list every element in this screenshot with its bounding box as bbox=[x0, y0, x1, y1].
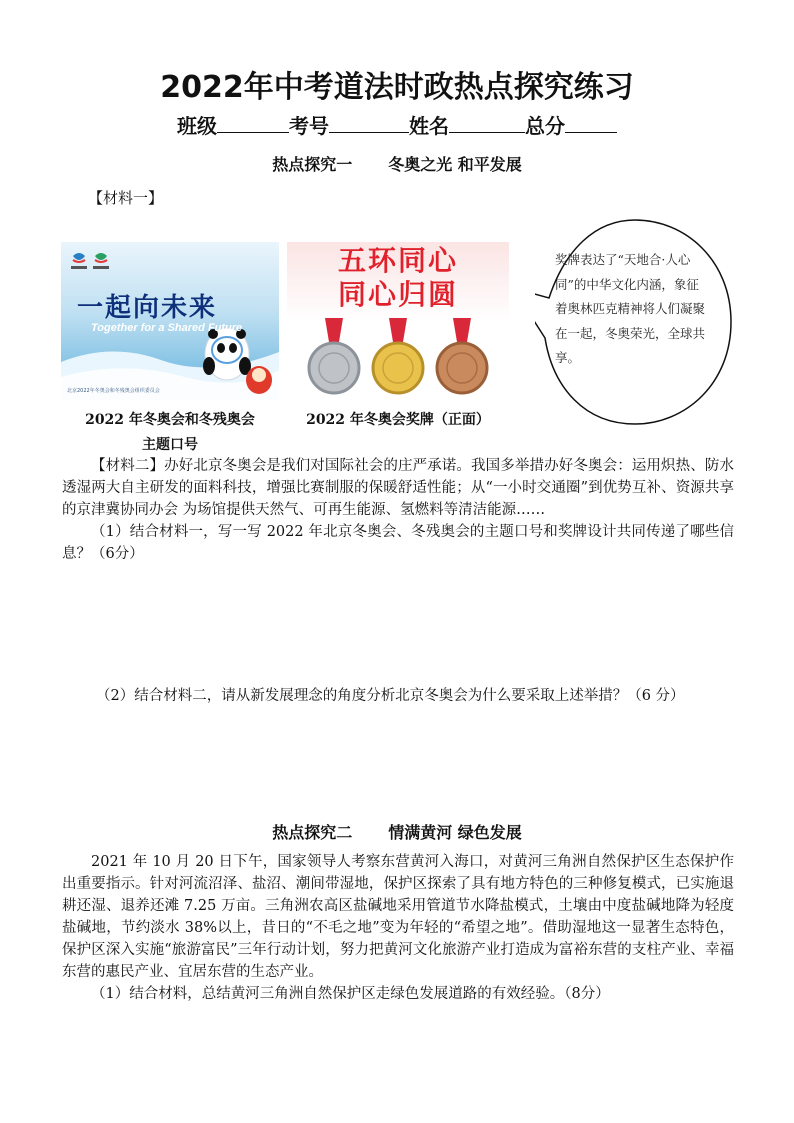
class-blank[interactable] bbox=[217, 114, 289, 133]
material1-label: 【材料一】 bbox=[88, 189, 164, 207]
section1-question2: （2）结合材料二，请从新发展理念的角度分析北京冬奥会为什么要采取上述举措？（6 分） bbox=[96, 688, 685, 704]
answer-space-s2q1[interactable] bbox=[62, 1010, 734, 1110]
slogan-poster-image bbox=[61, 242, 279, 400]
material2-label: 【材料二】 bbox=[91, 458, 165, 474]
class-label: 班级 bbox=[177, 114, 217, 138]
section1-title bbox=[0, 152, 794, 175]
name-label: 姓名 bbox=[409, 114, 449, 138]
answer-space-q1[interactable] bbox=[62, 566, 734, 678]
bronze-medal-icon bbox=[437, 318, 487, 393]
section2-title-b: 情满黄河 绿色发展 bbox=[388, 823, 522, 842]
total-blank[interactable] bbox=[565, 114, 617, 133]
gold-medal-icon bbox=[373, 318, 423, 393]
image2-caption: 2022 年冬奥会奖牌（正面） bbox=[306, 412, 490, 428]
total-label: 总分 bbox=[525, 114, 565, 138]
material2-paragraph bbox=[62, 455, 734, 521]
section2-paragraph: 2021 年 10 月 20 日下午，国家领导人考察东营黄河入海口，对黄河三角洲自然保护区生态保护作出重要指示。针对河流沼泽、盐沼、潮间带湿地，保护区探索了具有地方特色的三种修复模式，已实施退耕还湿、退养还滩 7.25 万亩。三角洲农高区盐碱地采用管道节水降盐模式，土壤由中度盐碱地降为轻度盐碱地，节约淡水 38%以上，昔日的“不毛之地”变为年轻的“希望之地”。借助湿地这一显著生态特色，保护区深入实施“旅游富民”三年行动计划，努力把黄河文化旅游产业打造成为富裕东营的支柱产业、幸福东营的惠民产业、宜居东营的生态产业。 bbox=[62, 854, 734, 980]
medal-banner-line1: 五环同心 bbox=[337, 244, 458, 277]
lantern-mascot-icon bbox=[246, 366, 272, 394]
slogan-cn: 一起向未来 bbox=[77, 293, 218, 323]
medals-art bbox=[287, 316, 509, 400]
page-title: 2022年中考道法时政热点探究练习 bbox=[160, 70, 634, 105]
section2-title-a: 热点探究二 bbox=[272, 823, 353, 842]
image1-caption-line2: 主题口号 bbox=[142, 437, 198, 453]
section1-question1: （1）结合材料一，写一写 2022 年北京冬奥会、冬残奥会的主题口号和奖牌设计共同传递了哪些信息？（6分） bbox=[62, 524, 734, 562]
section2-title bbox=[0, 820, 794, 843]
section1-title-a: 热点探究一 bbox=[272, 155, 353, 174]
image1-caption-line1: 2022 年冬奥会和冬残奥会 bbox=[85, 412, 255, 428]
material2-text: 办好北京冬奥会是我们对国际社会的庄严承诺。我国多举措办好冬奥会：运用炽热、防水透湿两大自主研发的面料科技，增强比赛制服的保暖舒适性能；从“一小时交通圈”到优势互补、资源共享的京津冀协同办会 为场馆提供天然气、可再生能源、氢燃料等清洁能源…… bbox=[62, 458, 735, 518]
olympic-emblem-icon bbox=[71, 253, 87, 269]
answer-space-q2[interactable] bbox=[62, 712, 734, 812]
name-blank[interactable] bbox=[449, 114, 525, 133]
student-info-line bbox=[0, 110, 794, 139]
bubble-text: 奖牌表达了“天地合·人心同”的中华文化内涵，象征着奥林匹克精神将人们凝聚在一起，冬奥荣光，全球共享。 bbox=[555, 252, 706, 365]
exam-no-blank[interactable] bbox=[329, 114, 409, 133]
poster-footer-text: 北京2022年冬奥会和冬残奥会组织委员会 bbox=[67, 388, 160, 394]
silver-medal-icon bbox=[309, 318, 359, 393]
panda-mascot-icon bbox=[203, 328, 251, 380]
section1-title-b: 冬奥之光 和平发展 bbox=[388, 155, 522, 174]
paralympic-emblem-icon bbox=[93, 253, 109, 269]
section2-question1: （1）结合材料，总结黄河三角洲自然保护区走绿色发展道路的有效经验。（8分） bbox=[91, 986, 610, 1002]
medal-banner-line2: 同心归圆 bbox=[337, 278, 458, 311]
slogan-en: Together for a Shared Future bbox=[91, 322, 243, 334]
exam-no-label: 考号 bbox=[289, 114, 329, 138]
medal-image bbox=[287, 242, 509, 400]
